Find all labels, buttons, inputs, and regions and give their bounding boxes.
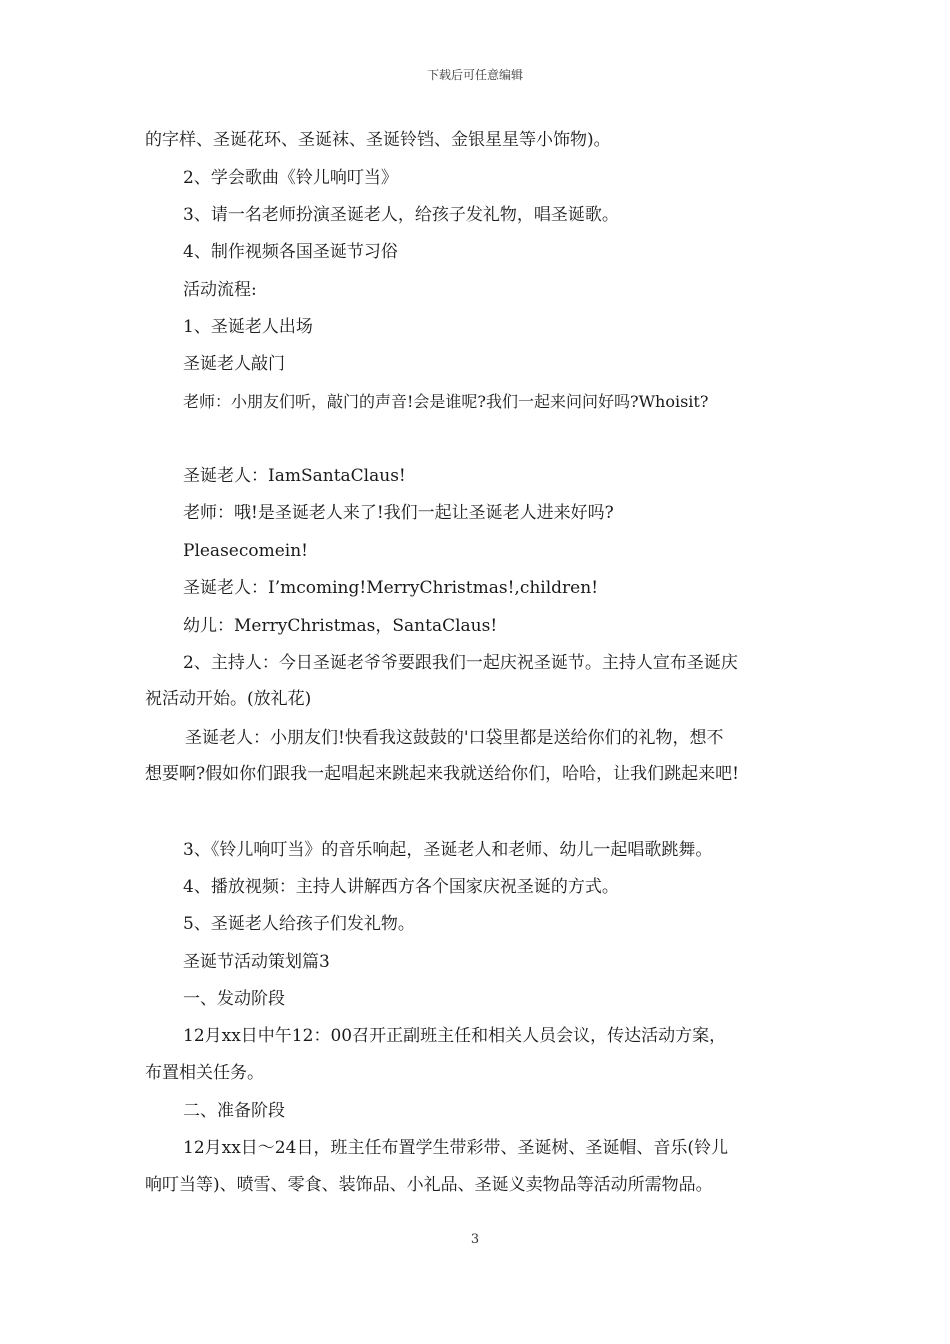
body-text-line: 4、制作视频各国圣诞节习俗 <box>183 242 398 262</box>
body-text-line: 一、发动阶段 <box>183 989 285 1009</box>
body-text-line: Pleasecomein! <box>183 541 309 561</box>
body-text-line: 1、圣诞老人出场 <box>183 317 313 337</box>
body-text-line: 12月xx日中午12：00召开正副班主任和相关人员会议，传达活动方案， <box>183 1026 727 1046</box>
body-text-line: 2、学会歌曲《铃儿响叮当》 <box>183 168 398 188</box>
body-text-line: 布置相关任务。 <box>145 1063 264 1083</box>
body-text-line: 5、圣诞老人给孩子们发礼物。 <box>183 914 415 934</box>
body-text-line: 响叮当等)、喷雪、零食、装饰品、小礼品、圣诞义卖物品等活动所需物品。 <box>145 1175 713 1195</box>
body-text-line: 12月xx日～24日，班主任布置学生带彩带、圣诞树、圣诞帽、音乐(铃儿 <box>183 1138 729 1158</box>
section-heading: 圣诞节活动策划篇3 <box>183 952 330 972</box>
body-text-line: 老师：哦!是圣诞老人来了!我们一起让圣诞老人进来好吗? <box>183 503 614 523</box>
body-text-line: 圣诞老人敲门 <box>183 354 285 374</box>
body-text-line: 圣诞老人：IamSantaClaus! <box>183 466 406 486</box>
body-text-line: 想要啊?假如你们跟我一起唱起来跳起来我就送给你们，哈哈，让我们跳起来吧! <box>145 764 739 784</box>
body-text-line: 2、主持人：今日圣诞老爷爷要跟我们一起庆祝圣诞节。主持人宣布圣诞庆 <box>183 653 738 673</box>
body-text-line: 3、请一名老师扮演圣诞老人，给孩子发礼物，唱圣诞歌。 <box>183 205 619 225</box>
body-text-line: 3、《铃儿响叮当》的音乐响起，圣诞老人和老师、幼儿一起唱歌跳舞。 <box>183 840 713 860</box>
page-number: 3 <box>470 1232 480 1247</box>
body-text-line: 幼儿：MerryChristmas，SantaClaus! <box>183 616 498 636</box>
body-text-line: 二、准备阶段 <box>183 1101 285 1121</box>
download-note-header: 下载后可任意编辑 <box>426 68 523 82</box>
body-text-line: 的字样、圣诞花环、圣诞袜、圣诞铃铛、金银星星等小饰物)。 <box>145 130 611 150</box>
body-text-line: 老师：小朋友们听，敲门的声音!会是谁呢?我们一起来问问好吗?Whoisit? <box>183 392 709 411</box>
body-text-line: 4、播放视频：主持人讲解西方各个国家庆祝圣诞的方式。 <box>183 877 619 897</box>
body-text-line: 祝活动开始。(放礼花) <box>145 689 312 709</box>
body-text-line: 圣诞老人：小朋友们!快看我这鼓鼓的'口袋里都是送给你们的礼物，想不 <box>185 728 724 748</box>
body-text-line: 活动流程: <box>183 280 257 300</box>
body-text-line: 圣诞老人：I’mcoming!MerryChristmas!,children! <box>183 578 599 598</box>
